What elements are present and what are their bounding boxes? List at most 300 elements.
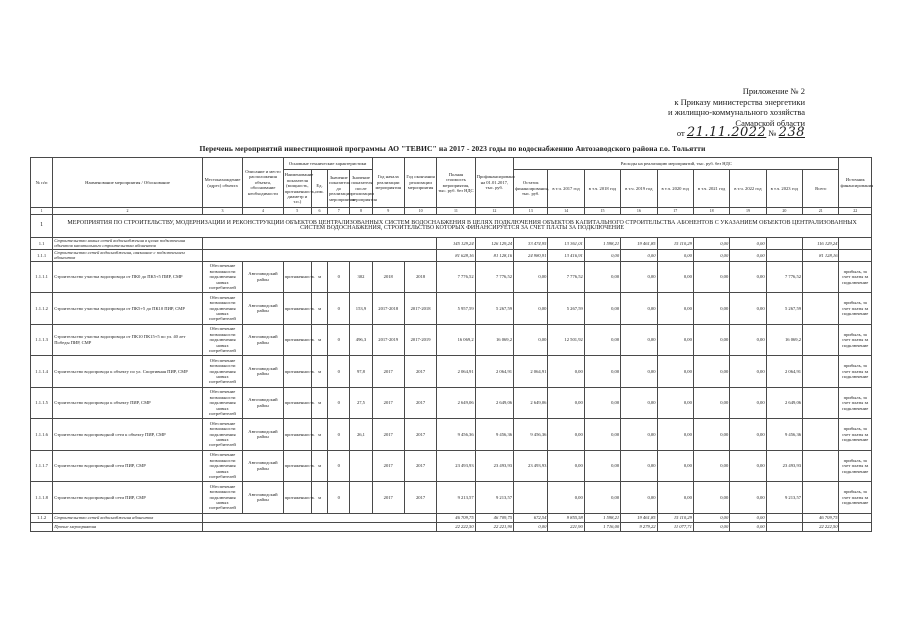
col-number: 8 — [350, 208, 372, 215]
header-tech-group: Основные технические характеристики — [283, 158, 372, 170]
row-source: прибыль, за счет платы за подключение — [839, 450, 872, 482]
row-after — [350, 450, 372, 482]
row-y2021: 0,00 — [693, 522, 729, 531]
row-before: 0 — [328, 356, 350, 388]
row-address: Автозаводский район — [243, 450, 283, 482]
header-cost: Полная стоимость мероприятия, тыс. руб. без НДС — [437, 158, 475, 208]
section-num: 1 — [31, 215, 53, 238]
empty-cell — [766, 238, 802, 250]
row-year-end: 2017 — [404, 419, 436, 451]
row-funded: 126 129,24 — [475, 238, 513, 250]
row-funded: 9 213,57 — [475, 482, 513, 514]
row-y2019: 19 461,85 — [621, 238, 657, 250]
empty-cell — [839, 249, 872, 261]
row-remaining — [514, 482, 548, 514]
row-cost: 145 129,24 — [437, 238, 475, 250]
col-number: 4 — [243, 208, 283, 215]
row-year-end: 2017 — [404, 482, 436, 514]
row-y2021: 0,00 — [693, 261, 729, 293]
header-y2019: в т.ч. 2019 год — [621, 170, 657, 208]
row-unit: м — [311, 387, 327, 419]
header-name: Наименование мероприятия / Обоснование — [53, 158, 203, 208]
row-y2022: 0,00 — [730, 482, 766, 514]
row-unit: м — [311, 356, 327, 388]
table-row — [31, 387, 872, 419]
row-name: Строительство сетей водоснабжения, связанное с подключением абонентов — [53, 249, 203, 261]
section-title: МЕРОПРИЯТИЯ ПО СТРОИТЕЛЬСТВУ, МОДЕРНИЗАЦИИ И РЕКОНСТРУКЦИИ ОБЪЕКТОВ ЦЕНТРАЛИЗОВАННЫХ СИСТЕМ ВОДОСНАБЖЕНИЯ В ЦЕЛЯХ ПОДКЛЮЧЕНИЯ ОБЪЕКТОВ КАПИТАЛЬНОГО СТРОИТЕЛЬСТВА АБОНЕНТОВ С УКАЗАНИЕМ ОБЪЕКТОВ ЦЕНТРАЛИЗОВАННЫХ СИСТЕМ ВОДОСНАБЖЕНИЯ, СТРОИТЕЛЬСТВО КОТОРЫХ ФИНАНСИРУЕТСЯ ЗА СЧЕТ ПЛАТЫ ЗА ПОДКЛЮЧЕНИЕ — [53, 215, 872, 238]
col-number: 7 — [328, 208, 350, 215]
handwritten-date: 21.11.2022 — [686, 125, 767, 140]
row-year-end: 2017-2018 — [404, 293, 436, 325]
row-y2022: 0,00 — [730, 387, 766, 419]
col-number: 1 — [31, 208, 53, 215]
row-unit: м — [311, 450, 327, 482]
row-total: 2 064,91 — [766, 356, 802, 388]
row-y2022: 0,00 — [730, 356, 766, 388]
header-num: № п/п — [31, 158, 53, 208]
row-total: 7 776,52 — [766, 261, 802, 293]
col-number: 6 — [311, 208, 327, 215]
empty-cell — [766, 249, 802, 261]
row-y2022: 0,00 — [730, 522, 766, 531]
col-number: 22 — [839, 208, 872, 215]
row-y2022: 0,00 — [730, 513, 766, 522]
row-total: 9 213,57 — [766, 482, 802, 514]
row-remaining: 2 649,06 — [514, 387, 548, 419]
row-num: 1.1.2 — [31, 513, 53, 522]
row-total: 116 129,24 — [803, 238, 839, 250]
row-total: 16 069,2 — [766, 324, 802, 356]
empty-cell — [839, 513, 872, 522]
row-y2022: 0,00 — [730, 419, 766, 451]
col-number: 13 — [514, 208, 548, 215]
row-cost: 22 222,50 — [437, 522, 475, 531]
row-num: 1.1.1.6 — [31, 419, 53, 451]
table-row — [31, 356, 872, 388]
row-after: 302 — [350, 261, 372, 293]
row-name: Строительство водопроводной сети ПИР, СМР — [53, 450, 203, 482]
empty-cell — [803, 419, 839, 451]
table-row — [31, 450, 872, 482]
row-funded: 7 776,52 — [475, 261, 513, 293]
header-tech-before: Значение показателя до реализации мероприятия — [328, 170, 350, 208]
row-after: 496,3 — [350, 324, 372, 356]
table-row — [31, 482, 872, 514]
header-total: Всего — [803, 170, 839, 208]
row-name: Строительство сетей водоснабжения абонентов — [53, 513, 203, 522]
col-number: 15 — [584, 208, 620, 215]
empty-cell — [839, 238, 872, 250]
row-justification: Обеспечение возможности подключения новых потребителей — [202, 261, 242, 293]
row-num: 1.1.1.5 — [31, 387, 53, 419]
row-y2018: 0,00 — [584, 356, 620, 388]
row-justification: Обеспечение возможности подключения новых потребителей — [202, 482, 242, 514]
row-unit: м — [311, 482, 327, 514]
appendix-block — [575, 86, 805, 139]
header-justification: Описание и место расположения объекта, обоснование необходимости — [243, 158, 283, 208]
row-cost: 46 709,75 — [437, 513, 475, 522]
row-y2017: 0,00 — [548, 450, 584, 482]
row-justification: Обеспечение возможности подключения новых потребителей — [202, 324, 242, 356]
col-number: 2 — [53, 208, 203, 215]
row-y2022: 0,00 — [730, 238, 766, 250]
row-unit: м — [311, 324, 327, 356]
table-row — [31, 419, 872, 451]
row-y2021: 0,00 — [693, 482, 729, 514]
empty-cell — [202, 522, 436, 531]
row-name: Прочие мероприятия — [53, 522, 203, 531]
row-cost: 9 456,36 — [437, 419, 475, 451]
row-name: Строительство водопровода к объекту по ул. Спортивная ПИР, СМР — [53, 356, 203, 388]
row-total: 2 649,06 — [766, 387, 802, 419]
row-y2019: 0,00 — [621, 356, 657, 388]
row-name: Строительство водопроводной сети ПИР, СМР — [53, 482, 203, 514]
header-fin-group: Расходы на реализацию мероприятий, тыс. руб. без НДС — [514, 158, 839, 170]
empty-cell — [202, 249, 436, 261]
appendix-line-3: и жилищно-коммунального хозяйства — [668, 107, 805, 117]
row-y2018: 0,00 — [584, 324, 620, 356]
row-y2019: 0,00 — [621, 482, 657, 514]
row-y2019: 0,00 — [621, 450, 657, 482]
row-after: 97,8 — [350, 356, 372, 388]
row-source: прибыль, за счет платы за подключение — [839, 356, 872, 388]
row-y2021: 0,00 — [693, 324, 729, 356]
row-y2020: 0,00 — [657, 356, 693, 388]
row-name: Строительство водопровода к объекту ПИР, СМР — [53, 387, 203, 419]
row-y2020: 0,00 — [657, 324, 693, 356]
row-y2020: 0,00 — [657, 261, 693, 293]
appendix-line-1: Приложение № 2 — [742, 86, 805, 96]
empty-cell — [803, 482, 839, 514]
row-y2019: 0,00 — [621, 387, 657, 419]
row-after: 26,1 — [350, 419, 372, 451]
header-source: Источник финансирования — [839, 158, 872, 208]
header-year-start: Год начала реализации мероприятия — [372, 158, 404, 208]
row-y2020: 0,00 — [657, 249, 693, 261]
row-y2019: 0,00 — [621, 249, 657, 261]
section-row — [31, 215, 872, 238]
row-remaining: 33 474,95 — [514, 238, 548, 250]
col-number: 12 — [475, 208, 513, 215]
number-prefix: № — [768, 128, 777, 138]
appendix-line-4: Самарской области — [735, 117, 805, 128]
summary-row — [31, 522, 872, 531]
header-y2022: в т.ч. 2022 год — [730, 170, 766, 208]
row-address: Автозаводский район — [243, 293, 283, 325]
header-y2020: в т.ч. 2020 год — [657, 170, 693, 208]
header-tech-unit: Ед. изм. — [311, 170, 327, 208]
row-funded: 46 709,75 — [475, 513, 513, 522]
row-y2018: 0,00 — [584, 482, 620, 514]
row-y2020: 0,00 — [657, 450, 693, 482]
row-justification: Обеспечение возможности подключения новых потребителей — [202, 356, 242, 388]
row-y2018: 0,00 — [584, 419, 620, 451]
row-num: 1.1.1.8 — [31, 482, 53, 514]
row-y2021: 0,00 — [693, 450, 729, 482]
row-total: 81 128,16 — [803, 249, 839, 261]
row-y2021: 0,00 — [693, 293, 729, 325]
row-y2017: 13 416,91 — [548, 249, 584, 261]
row-y2020: 0,00 — [657, 293, 693, 325]
row-y2021: 0,00 — [693, 513, 729, 522]
row-y2021: 0,00 — [693, 249, 729, 261]
row-address: Автозаводский район — [243, 482, 283, 514]
row-y2020: 0,00 — [657, 482, 693, 514]
col-number: 9 — [372, 208, 404, 215]
header-year-end: Год окончания реализации мероприятия — [404, 158, 436, 208]
row-num: 1.1.1.7 — [31, 450, 53, 482]
row-param: протяженность — [283, 482, 311, 514]
col-number: 16 — [621, 208, 657, 215]
row-num: 1.1.1 — [31, 249, 53, 261]
empty-cell — [803, 356, 839, 388]
row-y2018: 1 598,21 — [584, 238, 620, 250]
row-num: 1.1 — [31, 238, 53, 250]
row-year-end: 2017 — [404, 356, 436, 388]
row-param: протяженность — [283, 356, 311, 388]
row-after — [350, 482, 372, 514]
empty-cell — [202, 513, 436, 522]
row-source: прибыль, за счет платы за подключение — [839, 419, 872, 451]
row-after: 153,9 — [350, 293, 372, 325]
row-year-start: 2017 — [372, 356, 404, 388]
row-y2021: 0,00 — [693, 387, 729, 419]
row-year-start: 2017 — [372, 419, 404, 451]
row-year-start: 2017-2019 — [372, 324, 404, 356]
row-param: протяженность — [283, 419, 311, 451]
empty-cell — [803, 450, 839, 482]
row-name: Строительство новых сетей водоснабжения в целях подключения объектов капитального строительства абонентов — [53, 238, 203, 250]
row-address: Автозаводский район — [243, 356, 283, 388]
row-name: Строительство участка водопровода от ПК5+5 до ПК10 ПИР, СМР — [53, 293, 203, 325]
row-justification: Обеспечение возможности подключения новых потребителей — [202, 293, 242, 325]
row-year-end: 2017 — [404, 387, 436, 419]
row-param: протяженность — [283, 387, 311, 419]
row-unit: м — [311, 419, 327, 451]
row-cost: 2 064,91 — [437, 356, 475, 388]
row-param: протяженность — [283, 293, 311, 325]
col-number: 21 — [803, 208, 839, 215]
row-before: 0 — [328, 450, 350, 482]
row-year-start: 2017 — [372, 482, 404, 514]
header-y2018: в т.ч. 2018 год — [584, 170, 620, 208]
row-unit: м — [311, 293, 327, 325]
row-remaining: 9 456,36 — [514, 419, 548, 451]
col-number: 19 — [730, 208, 766, 215]
row-remaining: 0,00 — [514, 293, 548, 325]
row-y2019: 0,00 — [621, 419, 657, 451]
row-num — [31, 522, 53, 531]
header-y2023: в т.ч. 2023 год — [766, 170, 802, 208]
empty-cell — [803, 261, 839, 293]
row-y2022: 0,00 — [730, 293, 766, 325]
row-source: прибыль, за счет платы за подключение — [839, 324, 872, 356]
row-address: Автозаводский район — [243, 419, 283, 451]
row-y2017: 13 361,01 — [548, 238, 584, 250]
row-y2021: 0,00 — [693, 419, 729, 451]
row-year-start: 2018 — [372, 261, 404, 293]
header-y2021: в т.ч. 2021 год — [693, 170, 729, 208]
row-y2017: 0,00 — [548, 482, 584, 514]
row-y2017: 221,90 — [548, 522, 584, 531]
empty-cell — [803, 324, 839, 356]
row-justification: Обеспечение возможности подключения новых потребителей — [202, 419, 242, 451]
row-before: 0 — [328, 324, 350, 356]
header-funded: Профинансировано на 01.01.2017, тыс. руб. — [475, 158, 513, 208]
group-row — [31, 249, 872, 261]
handwritten-number: 238 — [778, 125, 805, 140]
row-after: 27,5 — [350, 387, 372, 419]
row-cost: 9 213,57 — [437, 482, 475, 514]
row-before: 0 — [328, 387, 350, 419]
row-num: 1.1.1.1 — [31, 261, 53, 293]
row-funded: 9 456,36 — [475, 419, 513, 451]
row-param: протяженность — [283, 324, 311, 356]
row-address: Автозаводский район — [243, 387, 283, 419]
row-num: 1.1.1.3 — [31, 324, 53, 356]
empty-cell — [803, 387, 839, 419]
row-source: прибыль, за счет платы за подключение — [839, 261, 872, 293]
row-year-start: 2017 — [372, 450, 404, 482]
row-funded: 2 064,91 — [475, 356, 513, 388]
header-remaining: Остаток финансирования, тыс. руб. — [514, 170, 548, 208]
row-y2022: 0,00 — [730, 324, 766, 356]
row-remaining: 23 493,93 — [514, 450, 548, 482]
row-funded: 2 649,06 — [475, 387, 513, 419]
header-y2017: в т.ч. 2017 год — [548, 170, 584, 208]
column-number-row — [31, 208, 872, 215]
row-y2018: 0,00 — [584, 450, 620, 482]
row-y2017: 5 267,59 — [548, 293, 584, 325]
header-tech-after: Значение показателя после реализации мероприятия — [350, 170, 372, 208]
row-remaining: 0,00 — [514, 324, 548, 356]
row-year-end: 2018 — [404, 261, 436, 293]
col-number: 14 — [548, 208, 584, 215]
row-param: протяженность — [283, 450, 311, 482]
row-source: прибыль, за счет платы за подключение — [839, 387, 872, 419]
row-funded: 81 128,16 — [475, 249, 513, 261]
row-param: протяженность — [283, 261, 311, 293]
col-number: 5 — [283, 208, 311, 215]
row-y2018: 0,00 — [584, 293, 620, 325]
row-num: 1.1.1.4 — [31, 356, 53, 388]
row-remaining: 2 064,91 — [514, 356, 548, 388]
row-justification: Обеспечение возможности подключения новых потребителей — [202, 450, 242, 482]
row-y2017: 0,00 — [548, 387, 584, 419]
row-y2022: 0,00 — [730, 450, 766, 482]
footer-rows — [31, 513, 872, 531]
row-remaining: 0,00 — [514, 261, 548, 293]
investment-table — [30, 157, 872, 532]
table-row — [31, 261, 872, 293]
row-y2022: 0,00 — [730, 261, 766, 293]
row-total: 5 267,59 — [766, 293, 802, 325]
row-y2022: 0,00 — [730, 249, 766, 261]
row-y2017: 0,00 — [548, 419, 584, 451]
row-cost: 16 069,2 — [437, 324, 475, 356]
row-before: 0 — [328, 293, 350, 325]
row-remaining: 24 980,91 — [514, 249, 548, 261]
row-year-start: 2017-2018 — [372, 293, 404, 325]
row-cost: 2 649,06 — [437, 387, 475, 419]
row-source: прибыль, за счет платы за подключение — [839, 482, 872, 514]
empty-cell — [202, 238, 436, 250]
row-name: Строительство участка водопровода от ПК10 ПК15+5 по ул. 40 лет Победы ПИР, СМР — [53, 324, 203, 356]
row-y2021: 0,00 — [693, 238, 729, 250]
col-number: 11 — [437, 208, 475, 215]
row-source: прибыль, за счет платы за подключение — [839, 293, 872, 325]
row-name: Строительство участка водопровода от ПК0 до ПК5+5 ПИР, СМР — [53, 261, 203, 293]
row-before: 0 — [328, 419, 350, 451]
row-y2019: 19 461,85 — [621, 513, 657, 522]
row-cost: 81 628,16 — [437, 249, 475, 261]
row-year-start: 2017 — [372, 387, 404, 419]
row-remaining: 672,54 — [514, 513, 548, 522]
header-row-top — [31, 158, 872, 170]
header-tech-param: Наименование показателя (мощность, протяженность, диаметр и т.п.) — [283, 170, 311, 208]
table-row — [31, 293, 872, 325]
row-y2019: 0,00 — [621, 324, 657, 356]
row-y2020: 15 110,29 — [657, 513, 693, 522]
row-name: Строительство водопроводной сети к объекту ПИР, СМР — [53, 419, 203, 451]
row-address: Автозаводский район — [243, 324, 283, 356]
row-y2017: 7 776,52 — [548, 261, 584, 293]
row-funded: 5 267,59 — [475, 293, 513, 325]
header-address: Местонахождение (адрес) объекта — [202, 158, 242, 208]
row-cost: 5 957,59 — [437, 293, 475, 325]
row-y2020: 0,00 — [657, 419, 693, 451]
row-num: 1.1.1.2 — [31, 293, 53, 325]
empty-cell — [766, 513, 802, 522]
group-rows — [31, 238, 872, 262]
row-y2019: 9 279,22 — [621, 522, 657, 531]
row-y2018: 0,00 — [584, 261, 620, 293]
row-y2019: 0,00 — [621, 261, 657, 293]
col-number: 17 — [657, 208, 693, 215]
row-total: 46 709,75 — [803, 513, 839, 522]
col-number: 3 — [202, 208, 242, 215]
row-total: 23 493,93 — [766, 450, 802, 482]
row-y2017: 0,00 — [548, 356, 584, 388]
row-y2020: 0,00 — [657, 387, 693, 419]
appendix-line-2: к Приказу министерства энергетики — [674, 96, 805, 107]
row-year-end: 2017-2019 — [404, 324, 436, 356]
row-y2018: 1 716,00 — [584, 522, 620, 531]
row-y2020: 11 077,71 — [657, 522, 693, 531]
row-before: 0 — [328, 482, 350, 514]
row-y2017: 12 501,92 — [548, 324, 584, 356]
row-funded: 16 069,2 — [475, 324, 513, 356]
row-y2018: 1 598,21 — [584, 513, 620, 522]
row-remaining: 0,00 — [514, 522, 548, 531]
row-cost: 7 776,52 — [437, 261, 475, 293]
row-y2018: 0,00 — [584, 387, 620, 419]
col-number: 10 — [404, 208, 436, 215]
row-address: Автозаводский район — [243, 261, 283, 293]
row-total: 9 456,36 — [766, 419, 802, 451]
empty-cell — [839, 522, 872, 531]
row-funded: 23 493,93 — [475, 450, 513, 482]
group-row — [31, 238, 872, 250]
row-y2018: 0,00 — [584, 249, 620, 261]
appendix-date-line — [575, 125, 805, 140]
empty-cell — [803, 293, 839, 325]
table-row — [31, 324, 872, 356]
row-y2017: 9 855,58 — [548, 513, 584, 522]
date-prefix: от — [676, 128, 685, 138]
row-unit: м — [311, 261, 327, 293]
row-total: 22 222,50 — [803, 522, 839, 531]
